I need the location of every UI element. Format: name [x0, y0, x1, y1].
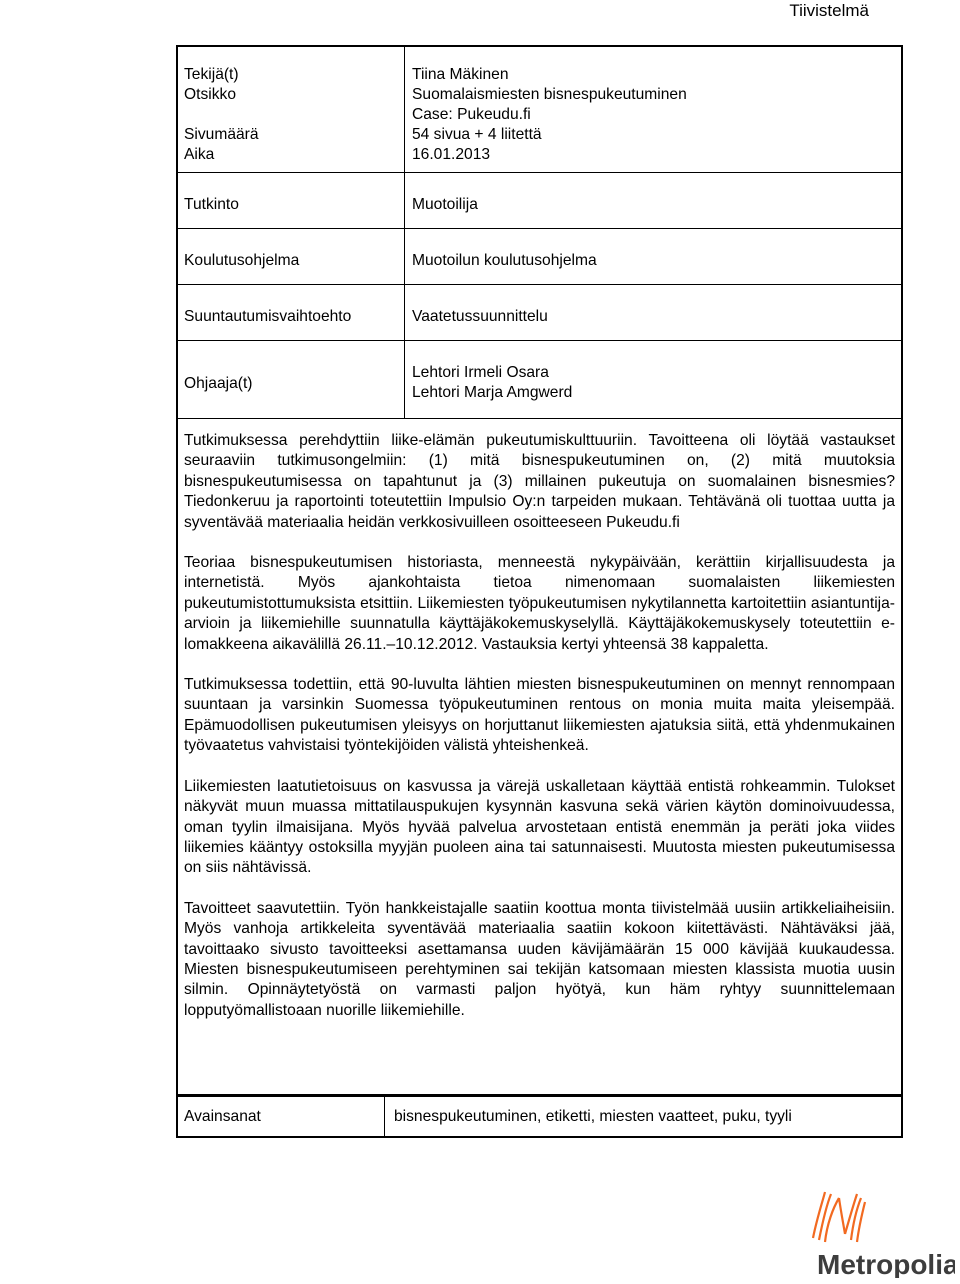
column-divider [404, 47, 405, 172]
logo-text: Metropolia [817, 1249, 955, 1278]
pages-value: 54 sivua + 4 liitettä [412, 126, 542, 143]
info-row-programme [178, 229, 901, 285]
abstract-text [184, 431, 895, 1041]
column-divider [404, 285, 405, 340]
abstract-paragraph: Teoriaa bisnespukeutumisen historiasta, menneestä nykypäivään, kerättiin kirjallisuudesta ja internetistä. Myös ajankohtaista tietoa nimenomaan suomalaisten liikemiesten pukeutumistottumuksista etsittiin. Liikemiesten työpukeutumisen nykytilannetta kartoitettiin asiantuntija-arvioin ja liikemiehille suunnatulla käyttäjäkokemuskyselyllä. Käyttäjäkokemuskysely toteutettiin e-lomakkeena aikavälillä 26.11.–10.12.2012. Vastauksia kertyi yhteensä 38 kappaletta. [184, 554, 895, 653]
keywords-label: Avainsanat [184, 1108, 261, 1125]
keywords-value: bisnespukeutuminen, etiketti, miesten vaatteet, puku, tyyli [394, 1108, 792, 1125]
degree-value: Muotoilija [412, 196, 478, 213]
pages-label: Sivumäärä [184, 126, 259, 143]
date-label: Aika [184, 146, 215, 163]
metropolia-logo [795, 1178, 955, 1278]
column-divider [384, 1097, 385, 1136]
date-value: 16.01.2013 [412, 146, 491, 163]
degree-label: Tutkinto [184, 196, 239, 213]
programme-label: Koulutusohjelma [184, 252, 300, 269]
supervisor-value-2: Lehtori Marja Amgwerd [412, 384, 573, 401]
author-label: Tekijä(t) [184, 66, 239, 83]
supervisor-value-1: Lehtori Irmeli Osara [412, 364, 549, 381]
author-value: Tiina Mäkinen [412, 66, 509, 83]
title-value-line2: Case: Pukeudu.fi [412, 106, 531, 123]
info-row-supervisor [178, 341, 901, 419]
title-value-line1: Suomalaismiesten bisnespukeutuminen [412, 86, 687, 103]
keywords-row [176, 1096, 903, 1138]
abstract-paragraph: Liikemiesten laatutietoisuus on kasvussa ja värejä uskalletaan käyttää entistä rohkeammin. Tulokset näkyvät muun muassa mittatilauspukujen kysynnän kasvuna sekä värien käytön dominoivuudessa, oman tyylin ilmaisijana. Myös hyvää palvelua arvostetaan entistä enemmän ja peräti joka viides liikemies kääntyy ostoksilla myyjän puoleen aina tai satunnaisesti. Muutosta miesten pukeutumisessa on siis nähtävissä. [184, 777, 895, 877]
metropolia-m-logo-icon [795, 1178, 955, 1278]
supervisor-label: Ohjaaja(t) [184, 375, 253, 392]
abstract-paragraph: Tutkimuksessa todettiin, että 90-luvulta lähtien miesten bisnespukeutuminen on mennyt rennompaan suuntaan ja varsinkin Suomessa työpukeutuminen rentous on monia muita maita yleisempää. Epämuodollisen pukeutumisen yleisyys on horjuttanut liikemiesten ajatuksia siitä, että yhdenmukainen työvaatetus vahvistaisi työntekijöiden välistä yhteishenkeä. [184, 676, 895, 755]
abstract-paragraph: Tavoitteet saavutettiin. Työn hankkeistajalle saatiin koottua monta tiivistelmää uusiin artikkeliaiheisiin. Myös vanhoja artikkeleita syventävää materiaalia saatiin kokoon kiitettävästi. Nähtäväksi jää, tavoittaako sivusto tavoitteeksi asettamansa uuden kävijämäärän 15 000 kävijää kuukaudessa. Miesten bisnespukeutumiseen perehtyminen sai tekijän katsomaan miesten klassista muotia uusin silmin. Opinnäytetyöstä on varmasti paljon hyötyä, kun häm ryhtyy suunnittelemaan lopputyömallistoaan nuorille liikemiehille. [184, 899, 895, 1019]
column-divider [404, 173, 405, 228]
programme-value: Muotoilun koulutusohjelma [412, 252, 597, 269]
info-row-degree [178, 173, 901, 229]
title-label: Otsikko [184, 86, 236, 103]
option-value: Vaatetussuunnittelu [412, 308, 548, 325]
document-type-title: Tiivistelmä [789, 1, 869, 20]
column-divider [404, 341, 405, 418]
info-row-main [178, 47, 901, 173]
option-label: Suuntautumisvaihtoehto [184, 308, 352, 325]
column-divider [404, 229, 405, 284]
abstract-paragraph: Tutkimuksessa perehdyttiin liike-elämän pukeutumiskulttuuriin. Tavoitteena oli löytää vastaukset seuraaviin tutkimusongelmiin: (1) mitä bisnespukeutuminen on, (2) mitä muutoksia bisnespukeutumisessa on tapahtunut ja (3) millainen pukeutuja on suomalainen bisnesmies? Tiedonkeruu ja raportointi toteutettiin Impulsio Oy:n tarpeiden mukaan. Tehtävänä oli tuottaa uutta ja syventävää materiaalia heidän verkkosivuilleen osoitteeseen Pukeudu.fi [184, 432, 895, 531]
abstract-form [176, 45, 903, 1096]
info-row-option [178, 285, 901, 341]
